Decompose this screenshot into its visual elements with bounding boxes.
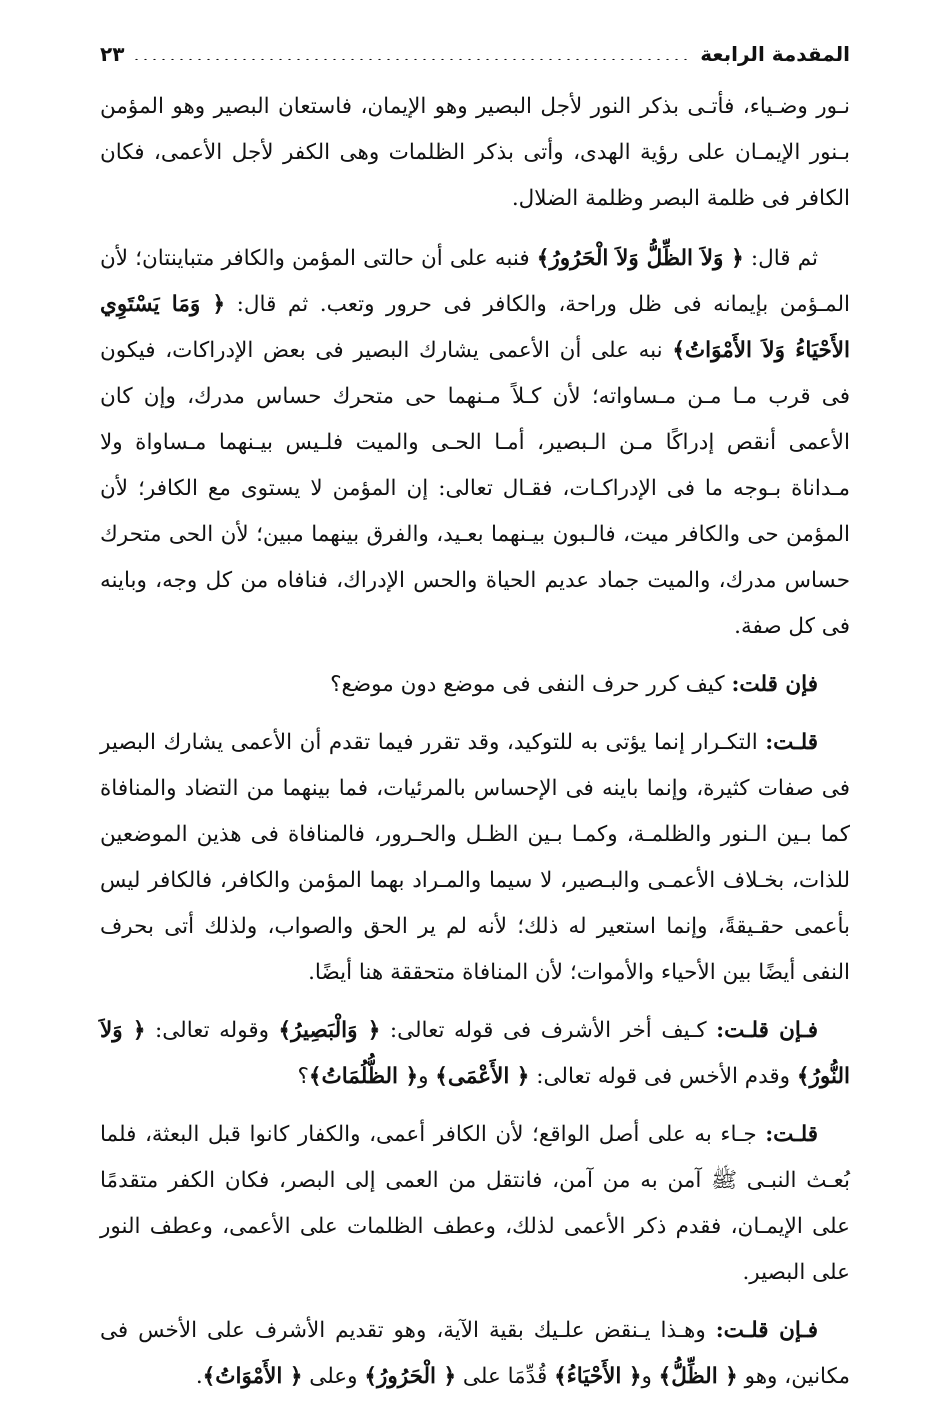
question-answer-label: فـإن قلـت:	[715, 1318, 818, 1343]
body-paragraph	[100, 236, 850, 650]
quran-verse: ﴿ وَلاَ الظِّلُّ وَلاَ الْحَرُورُ﴾	[536, 246, 744, 271]
quran-verse: ﴿ الظُّلُمَاتُ﴾	[308, 1064, 419, 1089]
question-answer-label: فـإن قلـت:	[716, 1018, 818, 1043]
chapter-title: المقدمة الرابعة	[700, 42, 850, 66]
body-paragraph	[100, 1008, 850, 1100]
quran-verse: ﴿ الأَحْيَاءُ﴾	[554, 1364, 642, 1389]
paragraph-text: قُدِّمَا على	[456, 1364, 555, 1389]
paragraph-text: وهـذا يـنقض علـيك بقية الآية، وهو تقديم الأشرف على الأخس فى مكانين، وهو	[100, 1318, 850, 1389]
paragraph-text: وقدم الأخس فى قوله تعالى:	[529, 1064, 797, 1089]
paragraph-text: كـيف أخر الأشرف فى قوله تعالى:	[380, 1018, 717, 1043]
paragraph-text: وقوله تعالى:	[145, 1018, 279, 1043]
body-paragraph	[100, 720, 850, 996]
paragraph-text: و	[418, 1064, 436, 1089]
body-paragraph	[100, 84, 850, 222]
paragraph-text: .	[195, 1364, 203, 1389]
question-answer-label: قلـت:	[765, 1122, 818, 1147]
quran-verse: ﴿ الْحَرُورُ﴾	[364, 1364, 457, 1389]
page-number: ٢٣	[100, 42, 125, 66]
paragraph-text: كيف كرر حرف النفى فى موضع دون موضع؟	[330, 672, 732, 697]
body-paragraph	[100, 1112, 850, 1296]
question-answer-label: قلـت:	[765, 730, 818, 755]
paragraph-text: نبه على أن الأعمى يشارك البصير فى بعض الإدراكات، فيكون فى قرب مـا مـن مـساواته؛ لأن كـلاً مـنهما حى متحرك حساس مدرك، وإن كان الأعمى أنقص إدراكًا مـن الـبصير، أمـا الحـى والميت فلـيس بيـنهما مـساواة ولا مـداناة بـوجه ما فى الإدراكـات، فقـال تعالى: إن المؤمن لا يستوى مع الكافر؛ لأن المؤمن حى والكافر ميت، فالـبون بيـنهما بعـيد، والفرق بينهما مبين؛ لأن الحى متحرك حساس مدرك، والميت جماد عديم الحياة والحس الإدراك، فنافاه من كل وجه، وباينه فى كل صفة.	[100, 338, 851, 639]
paragraph-text: جـاء به على أصل الواقع؛ لأن الكافر أعمى، والكفار كانوا قبل البعثة، فلما بُعـث النبـى ﷺ آمن به من آمن، فانتقل من العمى إلى البصر، فكان الكفر متقدمًا على الإيمـان، فقدم ذكر الأعمى لذلك، وعطف الظلمات على الأعمى، وعطف النور على البصير.	[100, 1122, 850, 1285]
paragraph-text: ؟	[297, 1064, 309, 1089]
paragraph-text: فنبه على أن حالتى المؤمن والكافر متباينتان؛ لأن المـؤمن بإيمانه فى ظل وراحة، والكافر فى حرور وتعب. ثم قال:	[100, 246, 850, 317]
quran-verse: ﴿ وَمَا يَسْتَوِي الأَحْيَاءُ وَلاَ الأَمْوَاتُ﴾	[100, 292, 850, 363]
paragraph-text: التكـرار إنما يؤتى به للتوكيد، وقد تقرر فيما تقدم أن الأعمى يشارك البصير فى صفات كثيرة، وإنما باينه فى الإحساس بالمرئيات، فما بينهما من التضاد والمنافاة كما بـين الـنور والظلمـة، وكمـا بـين الظـل والحـرور، فالمنافاة فى هذين الموضعين للذات، بخـلاف الأعمـى والبـصير، لا سيما والمـراد بهما المؤمن والكافر، فالكافر ليس بأعمى حقـيقةً، وإنما استعير له ذلك؛ لأنه لم ير الحق والصواب، ولذلك أتى بحرف النفى أيضًا بين الأحياء والأموات؛ لأن المنافاة متحققة هنا أيضًا.	[100, 730, 850, 985]
paragraph-text: نـور وضـياء، فأتـى بذكر النور لأجل البصير وهو الإيمان، فاستعان البصير وهو المؤمن بـنور الإيمـان على رؤية الهدى، وأتى بذكر الظلمات وهى الكفر لأجل الأعمى، فكان الكافر فى ظلمة البصر وظلمة الضلال.	[100, 94, 850, 211]
question-answer-label: فإن قلت:	[731, 672, 818, 697]
paragraph-text: وعلى	[302, 1364, 365, 1389]
quran-verse: ﴿ وَلاَ النُّورُ﴾	[100, 1018, 850, 1089]
page-header	[100, 30, 850, 66]
dotted-leader	[132, 58, 692, 60]
quran-verse: ﴿ الأَعْمَى﴾	[435, 1064, 530, 1089]
body-paragraph	[100, 662, 850, 708]
body-paragraph	[100, 1308, 850, 1400]
paragraph-text: و	[641, 1364, 659, 1389]
quran-verse: ﴿ وَالْبَصِيرُ﴾	[278, 1018, 381, 1043]
page-body	[100, 84, 850, 1412]
quran-verse: ﴿ الظِّلُّ﴾	[658, 1364, 738, 1389]
paragraph-text: ثم قال:	[743, 246, 818, 271]
quran-verse: ﴿ الأَمْوَاتُ﴾	[202, 1364, 303, 1389]
